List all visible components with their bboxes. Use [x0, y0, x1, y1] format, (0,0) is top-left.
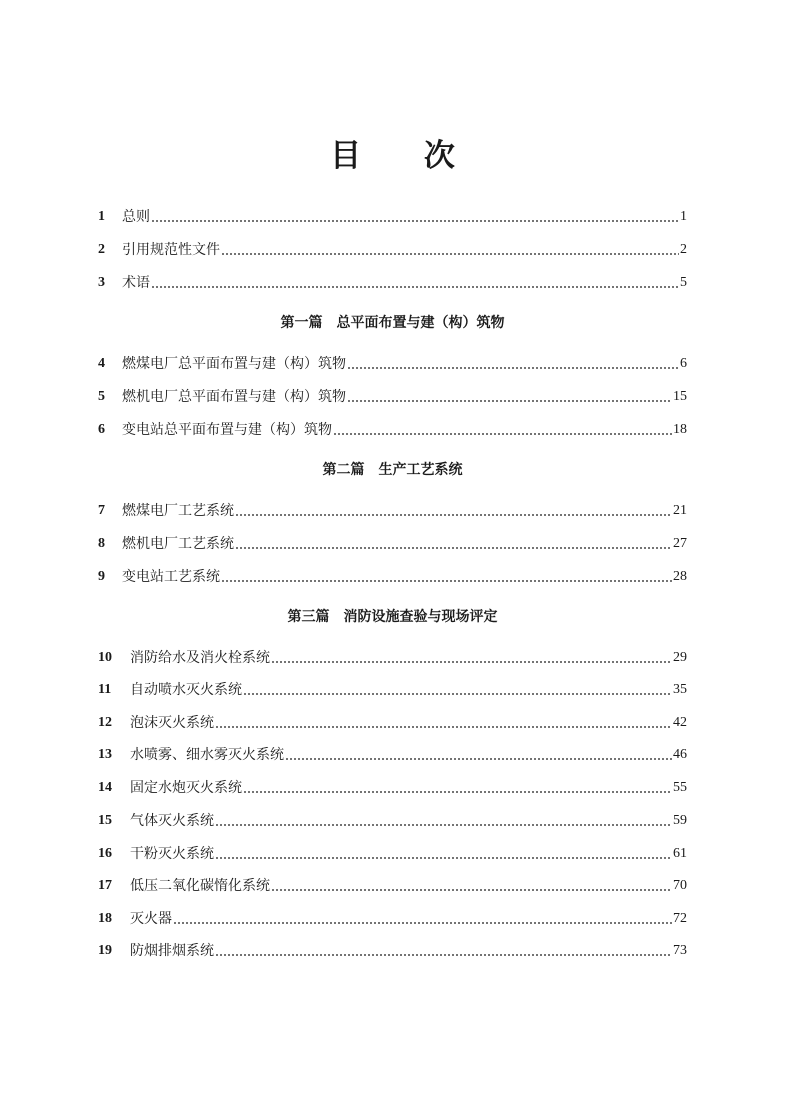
toc-entry[interactable] — [98, 810, 687, 832]
dot-leader — [285, 744, 672, 766]
entry-page: 72 — [673, 911, 687, 926]
entry-number: 11 — [98, 682, 112, 697]
entry-page: 59 — [673, 813, 687, 828]
dot-leader — [151, 272, 679, 294]
entry-number: 13 — [98, 747, 112, 762]
entry-number: 9 — [98, 569, 105, 584]
dot-leader — [151, 206, 679, 228]
entry-title: 防烟排烟系统 — [130, 943, 214, 959]
toc-entry[interactable] — [98, 419, 687, 441]
entry-title: 固定水炮灭火系统 — [130, 780, 242, 796]
entry-number: 8 — [98, 536, 105, 551]
entry-page: 1 — [680, 209, 687, 224]
entry-title: 干粉灭火系统 — [130, 846, 214, 862]
entry-number: 1 — [98, 209, 105, 224]
entry-title: 术语 — [122, 275, 150, 291]
toc-entry[interactable] — [98, 843, 687, 865]
entry-title: 低压二氧化碳惰化系统 — [130, 878, 270, 894]
toc-entry[interactable] — [98, 777, 687, 799]
dot-leader — [235, 500, 672, 522]
toc-entry[interactable] — [98, 206, 687, 228]
entry-title: 气体灭火系统 — [130, 813, 214, 829]
entry-number: 3 — [98, 275, 105, 290]
entry-number: 12 — [98, 715, 112, 730]
dot-leader — [271, 875, 672, 897]
entry-title: 燃煤电厂总平面布置与建（构）筑物 — [122, 356, 346, 372]
entry-number: 17 — [98, 878, 112, 893]
entry-title: 燃煤电厂工艺系统 — [122, 503, 234, 519]
toc-entry[interactable] — [98, 908, 687, 930]
entry-page: 55 — [673, 780, 687, 795]
entry-page: 2 — [680, 242, 687, 257]
dot-leader — [243, 777, 672, 799]
entry-page: 46 — [673, 747, 687, 762]
entry-title: 水喷雾、细水雾灭火系统 — [130, 747, 284, 763]
entry-title: 总则 — [122, 209, 150, 225]
entry-number: 14 — [98, 780, 112, 795]
toc-entry[interactable] — [98, 712, 687, 734]
entry-title: 自动喷水灭火系统 — [130, 682, 242, 698]
entry-number: 4 — [98, 356, 105, 371]
entry-title: 灭火器 — [130, 911, 172, 927]
entry-page: 35 — [673, 682, 687, 697]
entry-number: 15 — [98, 813, 112, 828]
entry-page: 15 — [673, 389, 687, 404]
entry-title: 泡沫灭火系统 — [130, 715, 214, 731]
toc-entry[interactable] — [98, 940, 687, 962]
entry-title: 燃机电厂工艺系统 — [122, 536, 234, 552]
entry-page: 28 — [673, 569, 687, 584]
entry-number: 19 — [98, 943, 112, 958]
entry-number: 2 — [98, 242, 105, 257]
entry-page: 21 — [673, 503, 687, 518]
entry-page: 42 — [673, 715, 687, 730]
toc-entry[interactable] — [98, 272, 687, 294]
dot-leader — [347, 386, 672, 408]
toc-entry[interactable] — [98, 533, 687, 555]
entry-number: 6 — [98, 422, 105, 437]
entry-page: 5 — [680, 275, 687, 290]
entry-page: 29 — [673, 650, 687, 665]
dot-leader — [271, 647, 672, 669]
entry-title: 燃机电厂总平面布置与建（构）筑物 — [122, 389, 346, 405]
dot-leader — [221, 566, 672, 588]
entry-title: 变电站总平面布置与建（构）筑物 — [122, 422, 332, 438]
entry-number: 16 — [98, 846, 112, 861]
part-heading: 第三篇 消防设施查验与现场评定 — [287, 609, 498, 625]
dot-leader — [215, 843, 672, 865]
entry-page: 18 — [673, 422, 687, 437]
entry-page: 73 — [673, 943, 687, 958]
entry-page: 6 — [680, 356, 687, 371]
entry-page: 70 — [673, 878, 687, 893]
toc-entry[interactable] — [98, 647, 687, 669]
dot-leader — [215, 712, 672, 734]
entry-number: 5 — [98, 389, 105, 404]
entry-title: 消防给水及消火栓系统 — [130, 650, 270, 666]
dot-leader — [243, 679, 672, 701]
entry-title: 引用规范性文件 — [122, 242, 220, 258]
dot-leader — [347, 353, 679, 375]
dot-leader — [333, 419, 672, 441]
entry-page: 61 — [673, 846, 687, 861]
toc-entry[interactable] — [98, 566, 687, 588]
dot-leader — [215, 810, 672, 832]
dot-leader — [235, 533, 672, 555]
toc-entry[interactable] — [98, 744, 687, 766]
entry-page: 27 — [673, 536, 687, 551]
page-title: 目 次 — [330, 138, 481, 174]
dot-leader — [215, 940, 672, 962]
toc-entry[interactable] — [98, 239, 687, 261]
dot-leader — [221, 239, 679, 261]
toc-entry[interactable] — [98, 500, 687, 522]
toc-entry[interactable] — [98, 875, 687, 897]
entry-title: 变电站工艺系统 — [122, 569, 220, 585]
entry-number: 10 — [98, 650, 112, 665]
entry-number: 7 — [98, 503, 105, 518]
part-heading: 第二篇 生产工艺系统 — [322, 462, 463, 478]
toc-entry[interactable] — [98, 353, 687, 375]
dot-leader — [173, 908, 672, 930]
part-heading: 第一篇 总平面布置与建（构）筑物 — [280, 315, 505, 331]
toc-entry[interactable] — [98, 386, 687, 408]
entry-number: 18 — [98, 911, 112, 926]
toc-entry[interactable] — [98, 679, 687, 701]
